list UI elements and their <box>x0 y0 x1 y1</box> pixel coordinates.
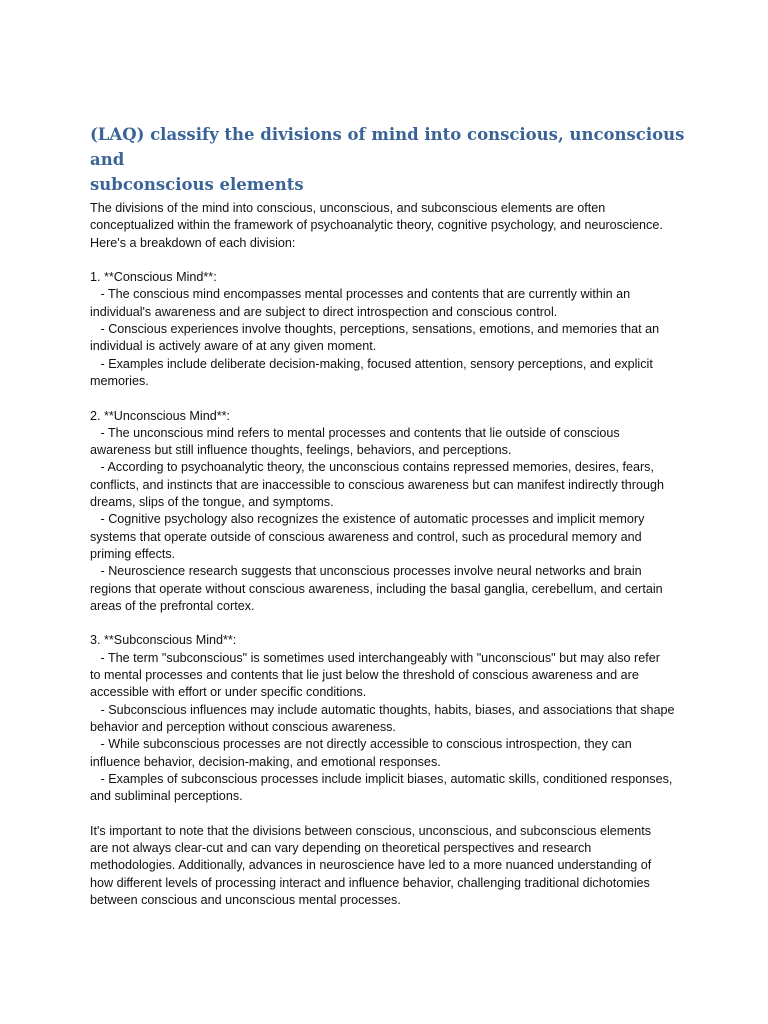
blank-line <box>90 615 690 632</box>
section-title: 2. **Unconscious Mind**: <box>90 408 231 423</box>
text-line: and subliminal perceptions. <box>90 789 243 804</box>
text-line: - Neuroscience research suggests that unconscious processes involve neural networks and brain <box>90 564 642 579</box>
text-line: conceptualized within the framework of psychoanalytic theory, cognitive psychology, and neuroscience. <box>90 218 663 233</box>
document-content <box>90 122 690 909</box>
heading-line: (LAQ) classify the divisions of mind into conscious, unconscious and <box>90 125 685 169</box>
text-line: - Conscious experiences involve thoughts, perceptions, sensations, emotions, and memories that an <box>90 322 660 337</box>
text-line: areas of the prefrontal cortex. <box>90 598 255 613</box>
section-title: 3. **Subconscious Mind**: <box>90 633 237 648</box>
intro-paragraph <box>90 200 690 252</box>
document-heading <box>90 122 690 197</box>
text-line: dreams, slips of the tongue, and symptoms. <box>90 495 334 510</box>
text-line: methodologies. Additionally, advances in neuroscience have led to a more nuanced understanding of <box>90 858 652 873</box>
section-subconscious-mind <box>90 632 690 805</box>
text-line: - According to psychoanalytic theory, the unconscious contains repressed memories, desires, fears, <box>90 460 654 475</box>
text-line: The divisions of the mind into conscious, unconscious, and subconscious elements are often <box>90 201 606 215</box>
section-conscious-mind <box>90 269 690 390</box>
text-line: accessible with effort or under specific conditions. <box>90 685 367 700</box>
section-title: 1. **Conscious Mind**: <box>90 270 217 285</box>
text-line: conflicts, and instincts that are inaccessible to conscious awareness but can manifest indirectly through <box>90 477 665 492</box>
text-line: - Subconscious influences may include automatic thoughts, habits, biases, and associations that shape <box>90 702 675 717</box>
text-line: how different levels of processing interact and influence behavior, challenging traditional dichotomies <box>90 875 650 890</box>
text-line: influence behavior, decision-making, and emotional responses. <box>90 754 441 769</box>
text-line: - The unconscious mind refers to mental processes and contents that lie outside of conscious <box>90 425 620 440</box>
blank-line <box>90 390 690 407</box>
text-line: behavior and perception without conscious awareness. <box>90 719 396 734</box>
text-line: - Cognitive psychology also recognizes the existence of automatic processes and implicit memory <box>90 512 645 527</box>
conclusion-paragraph <box>90 823 690 909</box>
heading-line: subconscious elements <box>90 175 304 194</box>
text-line: Here's a breakdown of each division: <box>90 235 296 250</box>
text-line: to mental processes and contents that lie just below the threshold of conscious awareness and are <box>90 668 639 683</box>
text-line: memories. <box>90 373 149 388</box>
section-unconscious-mind <box>90 408 690 616</box>
blank-line <box>90 252 690 269</box>
text-line: priming effects. <box>90 546 176 561</box>
text-line: are not always clear-cut and can vary depending on theoretical perspectives and research <box>90 840 592 855</box>
text-line: systems that operate outside of conscious awareness and control, such as procedural memory and <box>90 529 642 544</box>
blank-line <box>90 805 690 822</box>
text-line: - The conscious mind encompasses mental processes and contents that are currently within an <box>90 287 631 302</box>
text-line: - While subconscious processes are not directly accessible to conscious introspection, they can <box>90 737 632 752</box>
text-line: between conscious and unconscious mental processes. <box>90 892 401 907</box>
text-line: It's important to note that the divisions between conscious, unconscious, and subconscious elements <box>90 823 652 838</box>
text-line: - The term "subconscious" is sometimes used interchangeably with "unconscious" but may also refer <box>90 650 660 665</box>
text-line: awareness but still influence thoughts, feelings, behaviors, and perceptions. <box>90 443 512 458</box>
text-line: - Examples of subconscious processes include implicit biases, automatic skills, conditioned responses, <box>90 771 673 786</box>
text-line: individual is actively aware of at any given moment. <box>90 339 377 354</box>
text-line: individual's awareness and are subject to direct introspection and conscious control. <box>90 304 558 319</box>
text-line: - Examples include deliberate decision-making, focused attention, sensory perceptions, and explicit <box>90 356 653 371</box>
text-line: regions that operate without conscious awareness, including the basal ganglia, cerebellum, and certain <box>90 581 663 596</box>
